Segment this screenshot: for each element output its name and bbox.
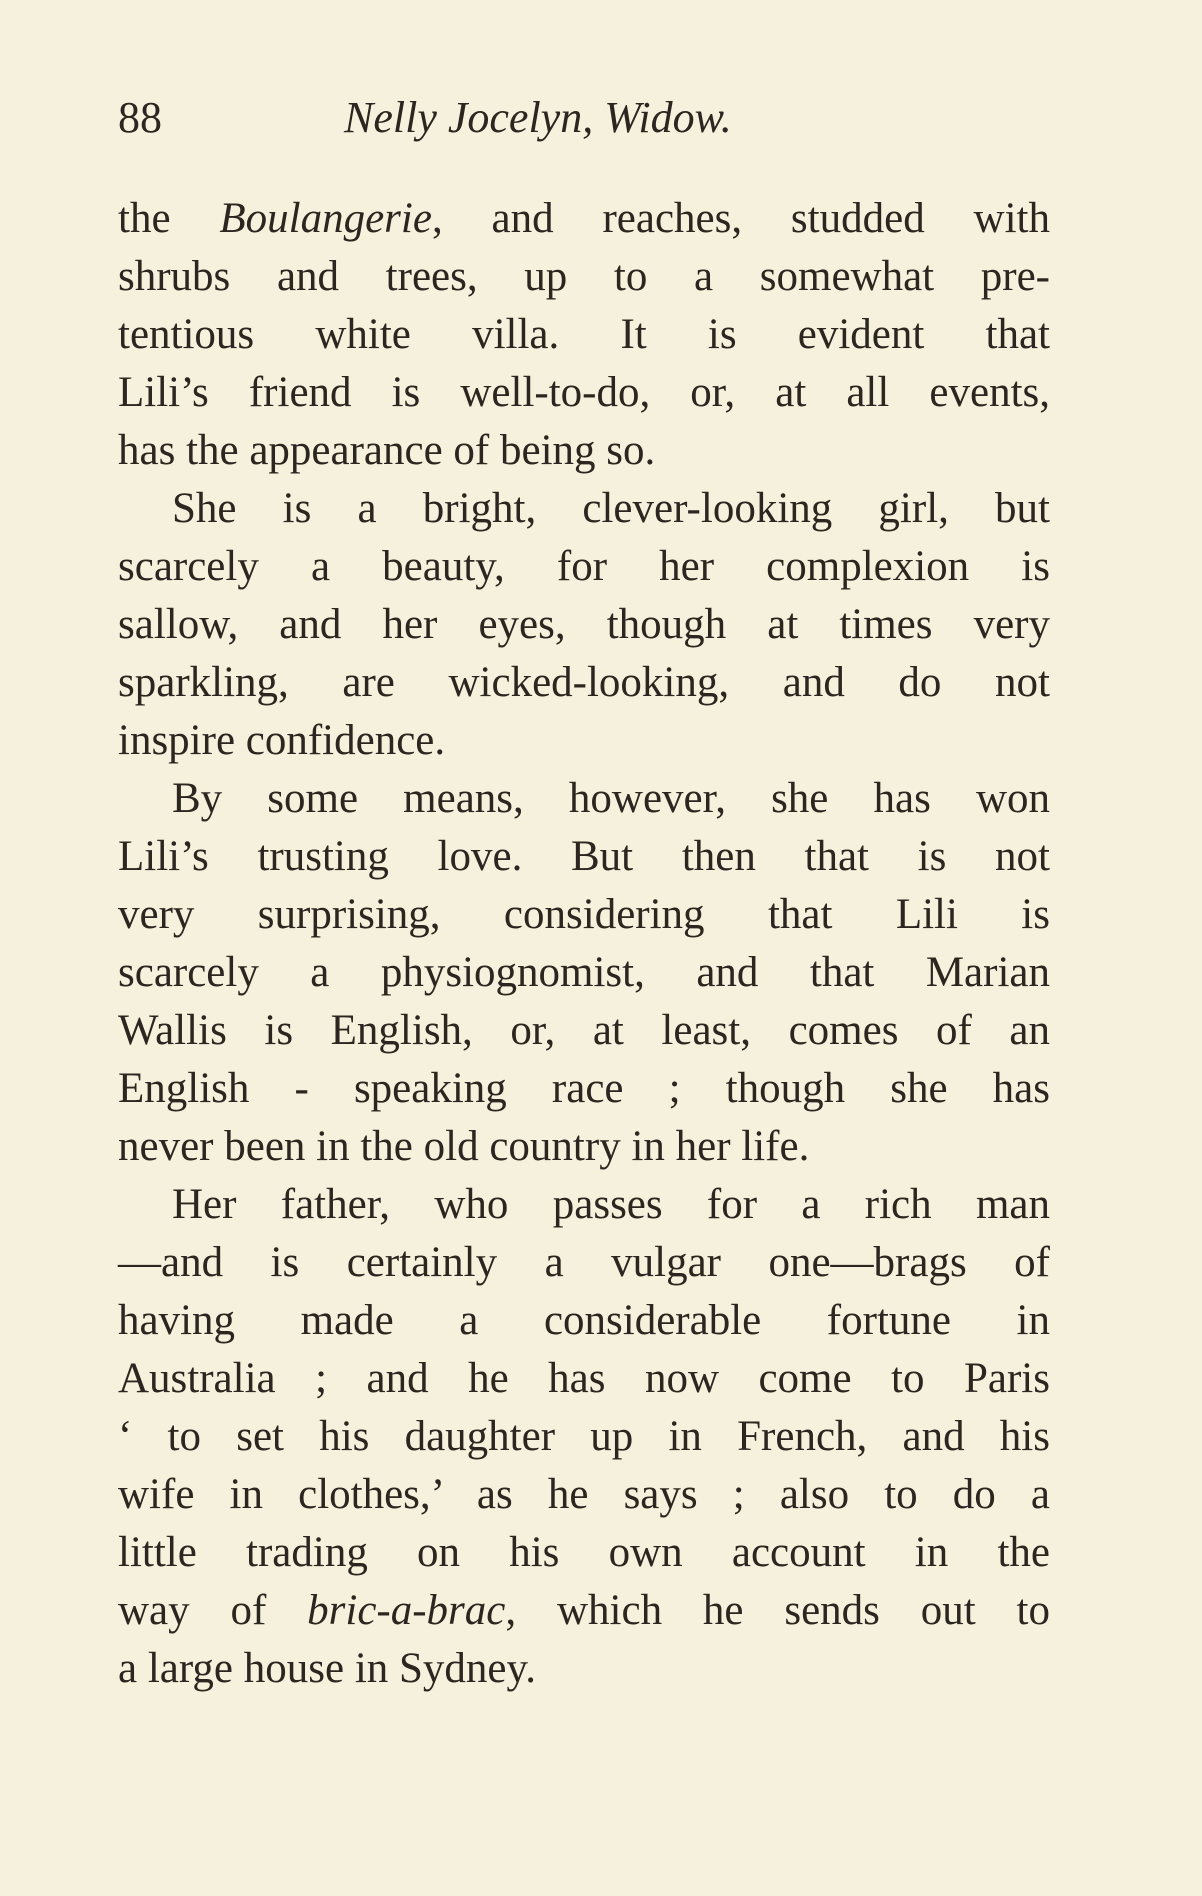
text-line: ‘ to set his daughter up in French, and his <box>118 1413 1050 1460</box>
text-line: sparkling, are wicked-looking, and do not <box>118 659 1050 706</box>
text-line: the Boulangerie, and reaches, studded with <box>118 195 1050 242</box>
text-line: Lili’s friend is well-to-do, or, at all events, <box>118 369 1050 416</box>
text-line: shrubs and trees, up to a somewhat pre- <box>118 253 1050 300</box>
text-line: having made a considerable fortune in <box>118 1297 1050 1344</box>
text-line: wife in clothes,’ as he says ; also to do a <box>118 1471 1050 1518</box>
text-line: English - speaking race ; though she has <box>118 1065 1050 1112</box>
text-line: Her father, who passes for a rich man <box>172 1181 1050 1228</box>
text-line: Lili’s trusting love. But then that is not <box>118 833 1050 880</box>
text-line: sallow, and her eyes, though at times very <box>118 601 1050 648</box>
text-line: Wallis is English, or, at least, comes of an <box>118 1007 1050 1054</box>
text-line: very surprising, considering that Lili is <box>118 891 1050 938</box>
text-line: has the appearance of being so. <box>118 427 656 474</box>
running-head <box>118 88 1048 148</box>
text-line: inspire confidence. <box>118 717 446 764</box>
text-line: a large house in Sydney. <box>118 1645 536 1692</box>
text-line: Australia ; and he has now come to Paris <box>118 1355 1050 1402</box>
text-line: little trading on his own account in the <box>118 1529 1050 1576</box>
text-line: By some means, however, she has won <box>172 775 1050 822</box>
page-number: 88 <box>118 93 162 142</box>
text-line: tentious white villa. It is evident that <box>118 311 1050 358</box>
text-line: She is a bright, clever-looking girl, but <box>172 485 1050 532</box>
text-line: scarcely a beauty, for her complexion is <box>118 543 1050 590</box>
text-line: way of bric-a-brac, which he sends out to <box>118 1587 1050 1634</box>
running-title: Nelly Jocelyn, Widow. <box>344 93 732 142</box>
text-line: scarcely a physiognomist, and that Marian <box>118 949 1050 996</box>
text-line: —and is certainly a vulgar one—brags of <box>118 1239 1050 1286</box>
body-text <box>118 190 1050 1698</box>
text-line: never been in the old country in her life. <box>118 1123 810 1170</box>
